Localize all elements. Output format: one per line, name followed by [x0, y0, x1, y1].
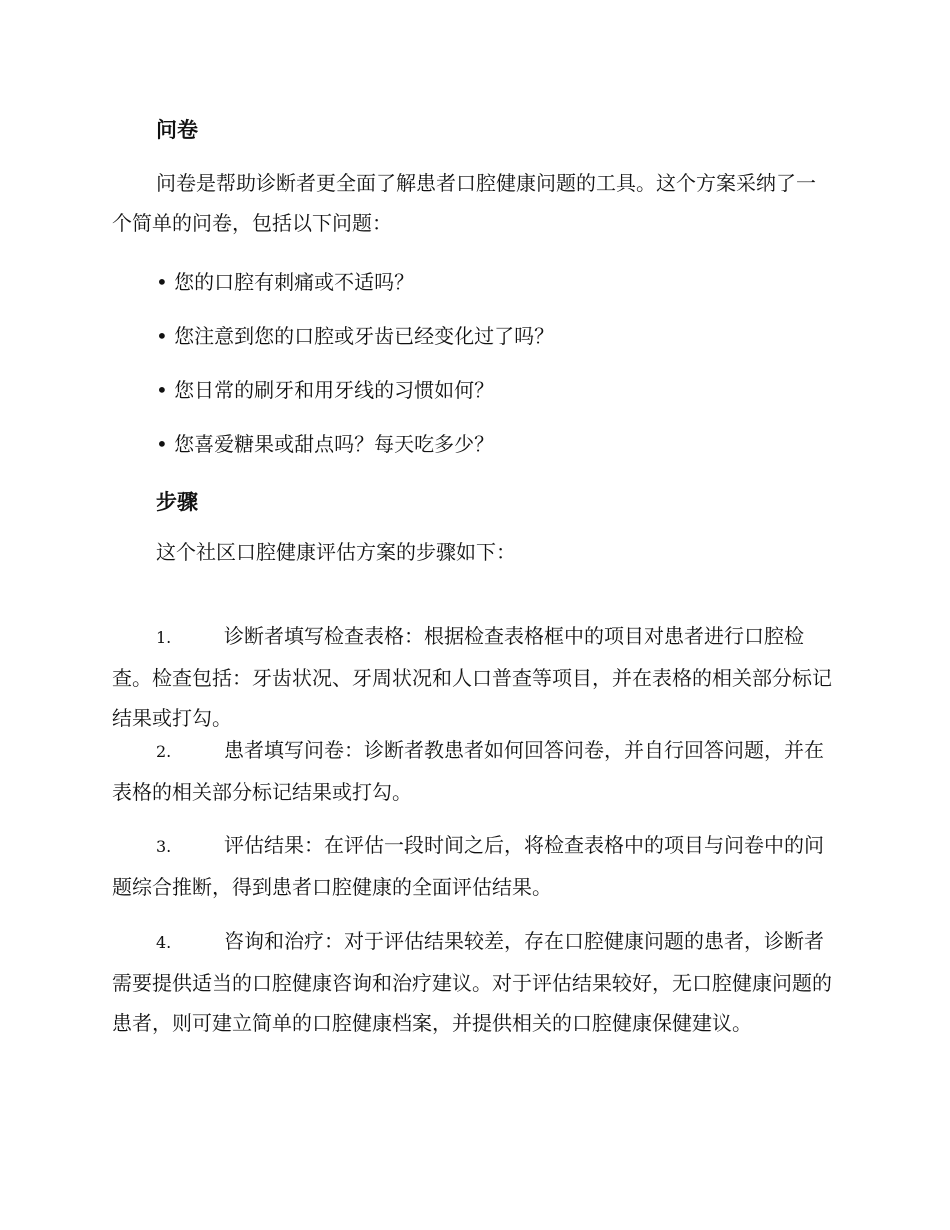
question-item: • 您的口腔有刺痛或不适吗？	[156, 270, 415, 294]
step-text: 评估结果：在评估一段时间之后，将检查表格中的项目与问卷中的问题综合推断，得到患者口腔健康的全面评估结果。	[112, 833, 824, 899]
section-title-steps: 步骤	[156, 489, 198, 514]
step-text: 患者填写问卷：诊断者教患者如何回答问卷，并自行回答问题，并在表格的相关部分标记结果或打勾。	[112, 738, 824, 804]
step-number: 4.	[156, 933, 172, 952]
step-item	[112, 921, 832, 1043]
step-item	[112, 616, 832, 738]
step-number: 3.	[156, 837, 172, 856]
step-number: 1.	[156, 628, 172, 647]
step-text: 诊断者填写检查表格：根据检查表格框中的项目对患者进行口腔检查。检查包括：牙齿状况、牙周状况和人口普查等项目，并在表格的相关部分标记结果或打勾。	[112, 624, 832, 730]
question-item: • 您喜爱糖果或甜点吗？每天吃多少？	[156, 432, 495, 456]
step-number: 2.	[156, 742, 172, 761]
question-item: • 您日常的刷牙和用牙线的习惯如何？	[156, 378, 495, 402]
steps-intro: 这个社区口腔健康评估方案的步骤如下：	[156, 540, 516, 564]
questionnaire-intro: 问卷是帮助诊断者更全面了解患者口腔健康问题的工具。这个方案采纳了一个简单的问卷，包括以下问题：	[112, 171, 816, 235]
step-item	[112, 730, 832, 812]
section-title-questionnaire: 问卷	[156, 117, 198, 142]
question-item: • 您注意到您的口腔或牙齿已经变化过了吗？	[156, 324, 555, 348]
step-item	[112, 825, 832, 907]
step-text: 咨询和治疗：对于评估结果较差，存在口腔健康问题的患者，诊断者需要提供适当的口腔健康咨询和治疗建议。对于评估结果较好，无口腔健康问题的患者，则可建立简单的口腔健康档案，并提供相关的口腔健康保健建议。	[112, 929, 832, 1035]
